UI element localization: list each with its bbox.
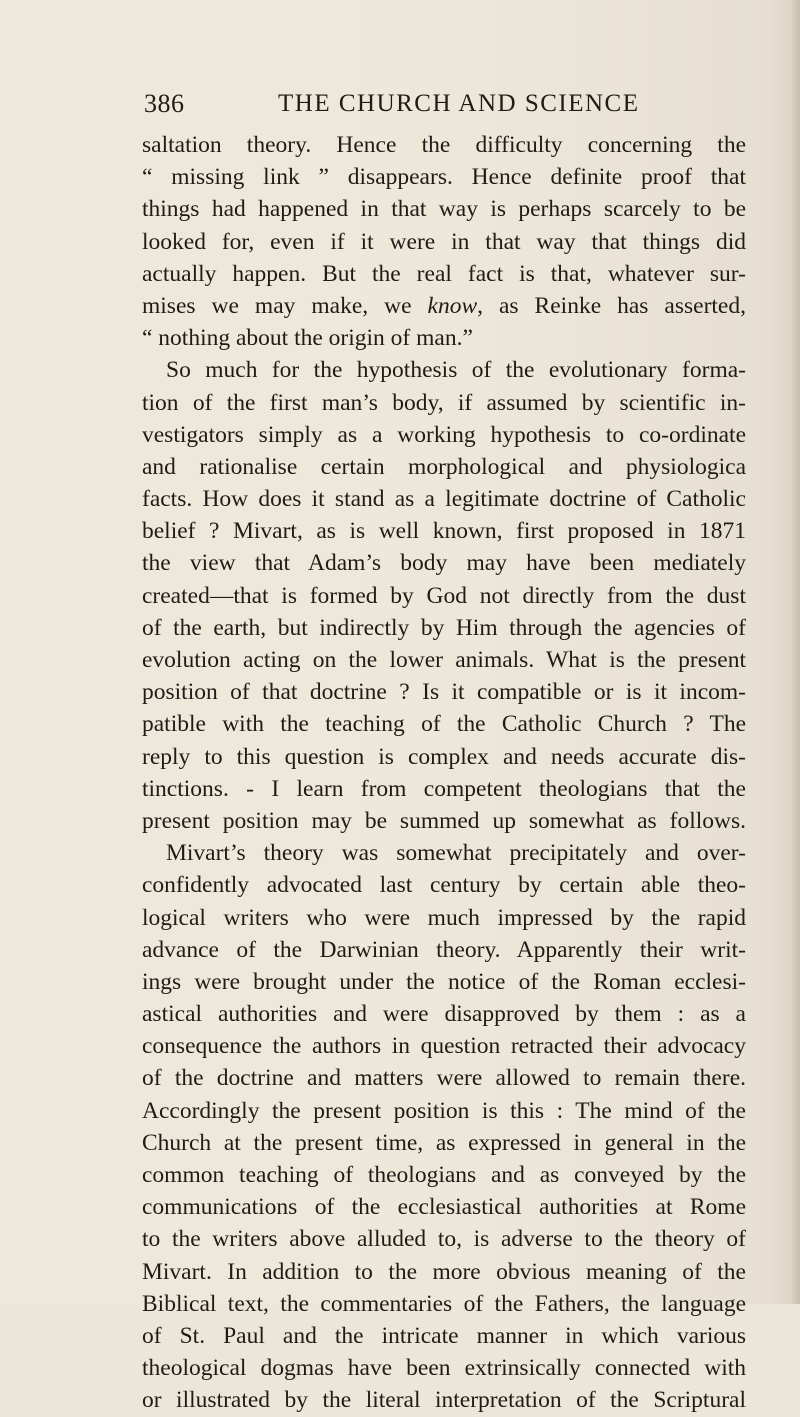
text-line: Biblical text, the commentaries of the Fathers, the language xyxy=(142,1290,746,1317)
text-line: actually happen. But the real fact is that, whatever sur- xyxy=(142,260,746,287)
text-line: present position may be summed up somewhat as follows. xyxy=(142,807,746,834)
page-header xyxy=(144,88,744,120)
text-line: the view that Adam’s body may have been mediately xyxy=(142,550,746,577)
text-line: things had happened in that way is perhaps scarcely to be xyxy=(142,196,746,223)
running-title: THE CHURCH AND SCIENCE xyxy=(278,90,640,117)
text-line: advance of the Darwinian theory. Apparently their writ- xyxy=(142,936,746,963)
text-line: position of that doctrine ? Is it compatible or is it incom- xyxy=(142,679,746,706)
text-line: facts. How does it stand as a legitimate doctrine of Catholic xyxy=(142,486,746,513)
text-line: astical authorities and were disapproved by them : as a xyxy=(142,1001,746,1028)
text-line: So much for the hypothesis of the evolutionary forma- xyxy=(166,357,746,384)
text-line: of the doctrine and matters were allowed to remain there. xyxy=(142,1065,746,1092)
text-line: and rationalise certain morphological and physiologica xyxy=(142,453,746,480)
text-line: common teaching of theologians and as conveyed by the xyxy=(142,1162,746,1188)
text-line: “ missing link ” disappears. Hence definite proof that xyxy=(142,164,746,191)
text-line: confidently advocated last century by certain able theo- xyxy=(142,872,746,899)
text-line: communications of the ecclesiastical authorities at Rome xyxy=(142,1194,746,1221)
page-edge-shadow xyxy=(790,0,800,1304)
text-line: theological dogmas have been extrinsically connected with xyxy=(142,1355,746,1382)
text-line: ings were brought under the notice of the Roman ecclesi- xyxy=(142,968,746,995)
text-line: “ nothing about the origin of man.” xyxy=(142,325,473,352)
text-line: reply to this question is complex and needs accurate dis- xyxy=(142,743,746,770)
body-text xyxy=(142,129,746,1417)
text-line: patible with the teaching of the Catholic Church ? The xyxy=(142,711,746,738)
text-line: vestigators simply as a working hypothesis to co-ordinate xyxy=(142,421,746,448)
page-number: 386 xyxy=(144,89,185,118)
text-line: Mivart’s theory was somewhat precipitately and over- xyxy=(166,840,746,867)
text-line: consequence the authors in question retracted their advocacy xyxy=(142,1033,746,1060)
text-line: Mivart. In addition to the more obvious meaning of the xyxy=(142,1258,746,1285)
text-line: belief ? Mivart, as is well known, first proposed in 1871 xyxy=(142,518,746,545)
text-line: Church at the present time, as expressed in general in the xyxy=(142,1129,746,1156)
text-line: looked for, even if it were in that way that things did xyxy=(142,228,746,255)
text-line: logical writers who were much impressed by the rapid xyxy=(142,904,746,931)
text-line: Accordingly the present position is this : The mind of the xyxy=(142,1097,746,1124)
text-line: saltation theory. Hence the difficulty concerning the xyxy=(142,132,746,158)
text-line: created—that is formed by God not directly from the dust xyxy=(142,582,746,609)
text-line: tion of the first man’s body, if assumed by scientific in- xyxy=(142,389,746,416)
text-line: mises we may make, we know, as Reinke has asserted, xyxy=(142,292,746,319)
text-line: of the earth, but indirectly by Him through the agencies of xyxy=(142,614,746,641)
text-line: to the writers above alluded to, is adverse to the theory of xyxy=(142,1226,746,1253)
text-line: evolution acting on the lower animals. What is the present xyxy=(142,647,746,673)
text-line: of St. Paul and the intricate manner in which various xyxy=(142,1322,746,1349)
text-line: tinctions. - I learn from competent theologians that the xyxy=(142,775,746,802)
text-line: or illustrated by the literal interpretation of the Scriptural xyxy=(142,1387,746,1414)
